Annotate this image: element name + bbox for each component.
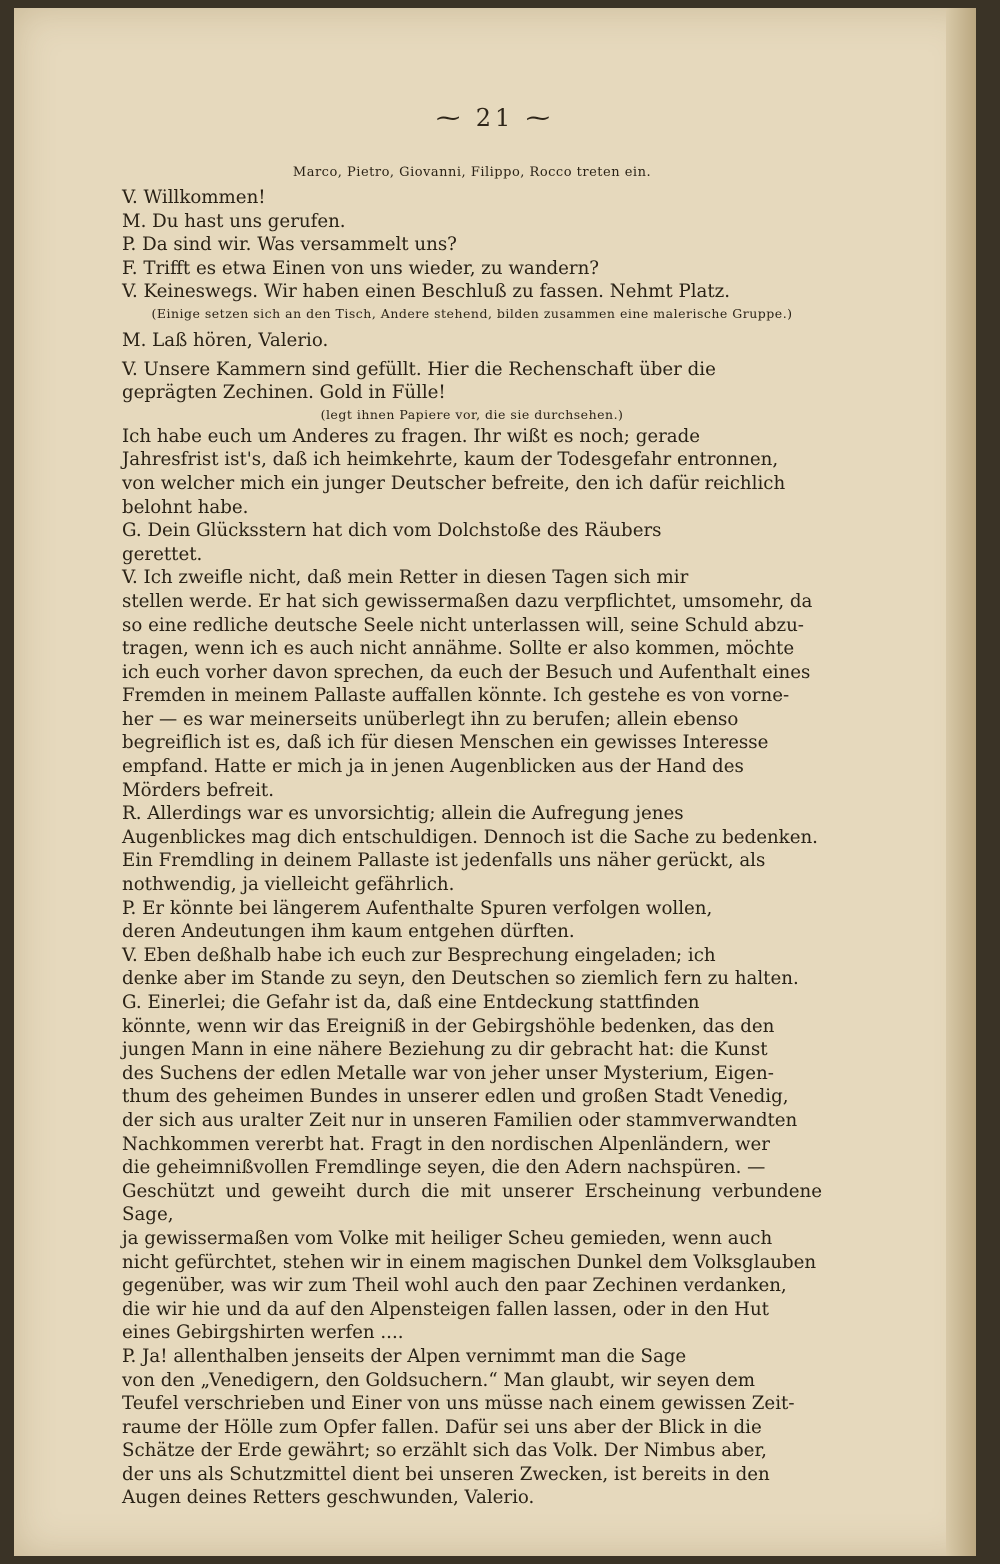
text-line: Fremden in meinem Pallaste auffallen könnte. Ich gestehe es von vorne-: [122, 685, 790, 707]
text-line: denke aber im Stande zu seyn, den Deutschen so ziemlich fern zu halten.: [122, 968, 799, 990]
text-line: Geschützt und geweiht durch die mit unserer Erscheinung verbundene Sage,: [122, 1180, 822, 1226]
text-line: Ich habe euch um Anderes zu fragen. Ihr wißt es noch; gerade: [122, 425, 701, 447]
page-number-value: 21: [475, 104, 515, 132]
text-line: die geheimnißvollen Fremdlinge seyen, die den Adern nachspüren. —: [122, 1157, 766, 1179]
text-line: stellen werde. Er hat sich gewissermaßen dazu verpflichtet, umsomehr, da: [122, 590, 813, 612]
text-line: Nachkommen vererbt hat. Fragt in den nordischen Alpenländern, wer: [122, 1133, 770, 1155]
text-line: tragen, wenn ich es auch nicht annähme. Sollte er also kommen, möchte: [122, 638, 795, 660]
text-line: der uns als Schutzmittel dient bei unseren Zwecken, ist bereits in den: [122, 1463, 770, 1485]
text-line: raume der Hölle zum Opfer fallen. Dafür sei uns aber der Blick in die: [122, 1416, 762, 1438]
text-line: P. Er könnte bei längerem Aufenthalte Spuren verfolgen wollen,: [122, 897, 713, 919]
text-line: die wir hie und da auf den Alpensteigen fallen lassen, oder in den Hut: [122, 1298, 769, 1320]
text-line: nothwendig, ja vielleicht gefährlich.: [122, 874, 455, 896]
text-line: Jahresfrist ist's, daß ich heimkehrte, kaum der Todesgefahr entronnen,: [122, 449, 779, 471]
text-line: M. Du hast uns gerufen.: [122, 210, 346, 232]
text-line: ich euch vorher davon sprechen, da euch der Besuch und Aufenthalt eines: [122, 661, 811, 683]
page-gutter: [946, 8, 976, 1556]
text-line: von den „Venedigern, den Goldsuchern.“ Man glaubt, wir seyen dem: [122, 1369, 756, 1391]
text-line: V. Eben deßhalb habe ich euch zur Besprechung eingeladen; ich: [122, 944, 716, 966]
text-line: eines Gebirgshirten werfen ....: [122, 1322, 404, 1344]
text-line: des Suchens der edlen Metalle war von jeher unser Mysterium, Eigen-: [122, 1062, 774, 1084]
text-line: V. Keineswegs. Wir haben einen Beschluß zu fassen. Nehmt Platz.: [122, 281, 731, 303]
text-line: ja gewissermaßen vom Volke mit heiliger Scheu gemieden, wenn auch: [122, 1227, 773, 1249]
text-line: her — es war meinerseits unüberlegt ihn zu berufen; allein ebenso: [122, 708, 739, 730]
page-text: [122, 160, 822, 1510]
text-line: gerettet.: [122, 543, 203, 565]
text-line: V. Unsere Kammern sind gefüllt. Hier die Rechenschaft über die: [122, 358, 716, 380]
text-line: G. Einerlei; die Gefahr ist da, daß eine Entdeckung stattfinden: [122, 992, 700, 1013]
text-line: von welcher mich ein junger Deutscher befreite, den ich dafür reichlich: [122, 472, 786, 494]
text-line: deren Andeutungen ihm kaum entgehen dürften.: [122, 921, 575, 943]
page-number: ⁓ 21 ⁓: [436, 104, 554, 132]
text-line: G. Dein Glücksstern hat dich vom Dolchstoße des Räubers: [122, 520, 662, 542]
text-line: begreiflich ist es, daß ich für diesen Menschen ein gewisses Interesse: [122, 732, 769, 754]
text-line: M. Laß hören, Valerio.: [122, 329, 329, 351]
book-page: [14, 8, 976, 1556]
text-line: Mörders befreit.: [122, 779, 274, 801]
text-line: geprägten Zechinen. Gold in Fülle!: [122, 382, 446, 404]
stage-direction: (legt ihnen Papiere vor, die sie durchsehen.): [320, 406, 624, 422]
text-line: V. Ich zweifle nicht, daß mein Retter in diesen Tagen sich mir: [122, 567, 689, 589]
text-line: könnte, wenn wir das Ereigniß in der Gebirgshöhle bedenken, das den: [122, 1015, 775, 1037]
text-line: P. Da sind wir. Was versammelt uns?: [122, 234, 457, 256]
text-line: F. Trifft es etwa Einen von uns wieder, zu wandern?: [122, 257, 600, 279]
text-line: Schätze der Erde gewährt; so erzählt sich das Volk. Der Nimbus aber,: [122, 1440, 767, 1462]
text-line: P. Ja! allenthalben jenseits der Alpen vernimmt man die Sage: [122, 1345, 687, 1367]
text-line: Augenblickes mag dich entschuldigen. Dennoch ist die Sache zu bedenken.: [122, 826, 818, 848]
text-line: R. Allerdings war es unvorsichtig; allein die Aufregung jenes: [122, 803, 684, 825]
text-line: gegenüber, was wir zum Theil wohl auch den paar Zechinen verdanken,: [122, 1275, 787, 1297]
text-line: Teufel verschrieben und Einer von uns müsse nach einem gewissen Zeit-: [122, 1393, 795, 1415]
text-line: empfand. Hatte er mich ja in jenen Augenblicken aus der Hand des: [122, 756, 744, 778]
text-line: Augen deines Retters geschwunden, Valerio.: [122, 1487, 535, 1509]
stage-direction: Marco, Pietro, Giovanni, Filippo, Rocco treten ein.: [292, 165, 652, 180]
text-line: jungen Mann in eine nähere Beziehung zu dir gebracht hat: die Kunst: [122, 1039, 768, 1061]
text-line: nicht gefürchtet, stehen wir in einem magischen Dunkel dem Volksglauben: [122, 1251, 817, 1273]
text-line: Ein Fremdling in deinem Pallaste ist jedenfalls uns näher gerückt, als: [122, 850, 766, 872]
stage-direction: (Einige setzen sich an den Tisch, Andere stehend, bilden zusammen eine malerische Gruppe.): [151, 305, 793, 321]
text-line: belohnt habe.: [122, 496, 249, 518]
text-line: thum des geheimen Bundes in unserer edlen und großen Stadt Venedig,: [122, 1086, 789, 1108]
text-line: der sich aus uralter Zeit nur in unseren Familien oder stammverwandten: [122, 1109, 798, 1131]
text-line: so eine redliche deutsche Seele nicht unterlassen will, seine Schuld abzu-: [122, 614, 804, 636]
text-line: V. Willkommen!: [122, 187, 266, 208]
